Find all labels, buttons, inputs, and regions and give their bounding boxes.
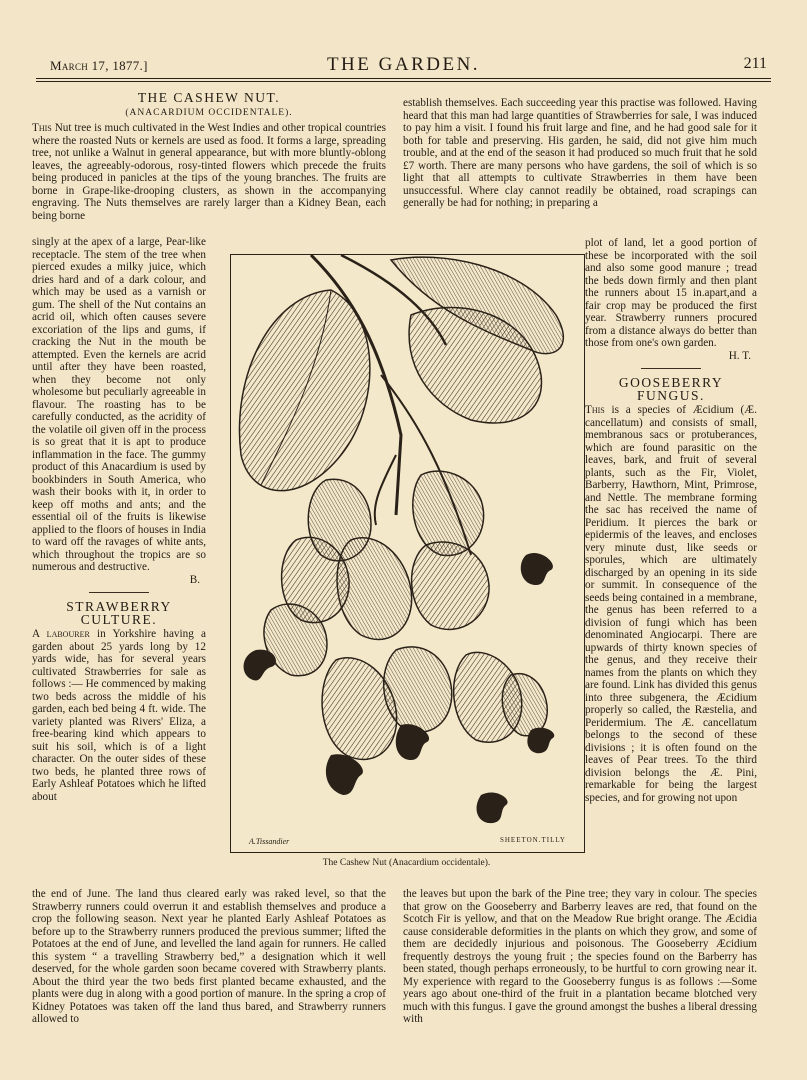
page-number: 211 — [743, 55, 767, 72]
cashew-lead-word: This — [32, 122, 52, 134]
gooseberry-paragraph-1 — [585, 404, 757, 804]
publication-title: THE GARDEN. — [326, 54, 481, 75]
strawberry-cont-wide: establish themselves. Each succeeding year this practise was followed. Having heard that this man had large quantities of Strawberries for sale, I was induced to pay him a visit. I found his fruit large and fine, and he had good sale for it both for table and preserving. His garden, he said, did not give him much trouble, and at the end of the season it had produced so much fruit that he sold £7 worth. There are many persons who have gardens, the soil of which is so light that all attempts to cultivate Strawberries in them have been unsuccessful. Where clay cannot readily be obtained, road scrapings can generally be had for nothing; in preparing a — [403, 97, 757, 209]
strawberry-paragraph-1 — [32, 628, 206, 803]
cashew-fruit-cluster — [244, 471, 555, 823]
strawberry-text-wide: the end of June. The land thus cleared early was raked level, so that the Strawberry runners could overrun it and establish themselves and produce a crop the following season. Next year he planted Early Ashleaf Potatoes as before up to the Strawberry runners produced the previous summer; lifted the Potatoes at the end of June, and levelled the land again for runners. He called this system “ a travelling Strawberry bed,” a designation which it well deserved, for the whole garden soon became covered with Strawberry plants. About the third year the two beds first planted became exhausted, and the plants were dug in along with a good portion of manure. In the spring a crop of Kidney Potatoes was taken off the land thus bared, and Strawberry runners allowed to — [32, 888, 386, 1025]
strawberry-title: STRAWBERRY CULTURE. — [66, 599, 172, 627]
cashew-illustration — [231, 255, 584, 852]
page-header — [36, 54, 771, 78]
cashew-article-narrow — [32, 236, 206, 803]
header-rule — [36, 78, 771, 79]
cashew-paragraph-1 — [32, 122, 386, 222]
strawberry-cont-narrow: plot of land, let a good portion of these be incorporated with the soil and also some good manure ; tread the beds down firmly and then plant the runners about 15 in.apart,and a fair crop may be produced the first year. Strawberry runners procured from a distance always do better than those from one's own garden. — [585, 237, 757, 349]
strawberry-lead-word: A labourer — [32, 628, 90, 640]
strawberry-continued-top — [403, 97, 757, 210]
strawberry-text-narrow: in Yorkshire having a garden about 25 yards long by 12 yards wide, has for several years cultivated Strawberries for sale as follows :— He commenced by making two beds across the middle of his garden, each bed being 4 ft. wide. The variety planted was Rivers' Eliza, a free-bearing kind which appears to suit his soil, which is of a light character. On the outer sides of these two beds, he planted three rows of Early Ashleaf Potatoes which he lifted about — [32, 628, 206, 803]
cashew-signature: B. — [189, 573, 200, 586]
section-divider — [641, 368, 701, 369]
issue-date: March 17, 1877.] — [50, 58, 148, 73]
gooseberry-text-narrow: is a species of Æcidium (Æ. cancellatum) and consists of small, membranous sacs or protuberances, which are found parasitic on the leaves, bark, and fruit of several plants, such as the Fir, Violet, Barberry, Hawthorn, Mint, Primrose, and Nettle. The membrane forming the sac has received the name of Peridium. It pierces the bark or epidermis of the leaves, and encloses very minute dust, like seeds or sporules, which are ultimately discharged by an opening in its side or summit. In consequence of the seeds being contained in a membrane, the genus has been referred to a division of fungi which has been denominated Angiocarpi. There are upwards of thirty known species of the genus, and they receive their names from the plants on which they are found. Link has divided this genus into three subgenera, the Æcidium properly so called, the Ræstelia, and Peridermium. The Æ. cancellatum belongs to the second of these divisions ; it is often found on the leaves of Pear trees. To the third division belongs the Æ. Pini, remarkable for being the largest species, and for growing not upon — [585, 404, 758, 804]
cashew-engraving — [230, 254, 585, 853]
gooseberry-article-wide — [403, 888, 757, 1026]
header-rule-double — [36, 81, 771, 82]
cashew-text-narrow: singly at the apex of a large, Pear-like receptacle. The stem of the tree when pierced exudes a milky juice, which dries hard and of a dark colour, and which may be used as a varnish or gum. The shell of the Nut contains an acrid oil, which often causes severe excoriation of the lips and gums, if cracking the Nut in the mouth be attempted. Even the kernels are acrid until after they have been roasted, when they become not only wholesome but peculiarly agreeable in flavour. The roasting has to be carefully conducted, as the acridity of the volatile oil given off in the process is so great that it is apt to produce inflammation in the face. The gummy product of this Anacardium is used by bookbinders in South America, who wash their books with it, in order to keep off moths and ants; and the essential oil of the fruits is likewise applied to the floors of houses in India to ward off the ravages of white ants, which throughout the tropics are so numerous and destructive. — [32, 236, 206, 573]
gooseberry-lead-word: This — [585, 404, 605, 416]
cashew-article-top — [32, 92, 386, 222]
artist-signature-right: SHEETON.TILLY — [499, 836, 566, 844]
strawberry-article-wide — [32, 888, 386, 1026]
section-divider — [89, 592, 149, 593]
gooseberry-text-wide: the leaves but upon the bark of the Pine tree; they vary in colour. The species that grow on the Gooseberry and Barberry leaves are red, that found on the Scotch Fir is yellow, and that on the Meadow Rue bright orange. The Æcidia cause considerable deformities in the plants on which they grow, and some of them are decidedly injurious and poisonous. The Gooseberry Æcidium frequently destroys the young fruit ; the species found on the Barberry has been stated, though perhaps erroneously, to be hurtful to corn growing near it. My experience with regard to the Gooseberry fungus is as follows :—Some years ago about one-third of the fruit in a plantation became blotched very much with this fungus. I gave the ground amongst the bushes a liberal dressing with — [403, 888, 757, 1025]
cashew-title: THE CASHEW NUT. — [137, 90, 281, 105]
strawberry-signature: H. T. — [728, 349, 751, 362]
artist-signature-left: A.Tissandier — [249, 837, 290, 846]
right-narrow-column — [585, 237, 757, 804]
figure-caption: The Cashew Nut (Anacardium occidentale). — [322, 858, 491, 868]
cashew-subtitle: (ANACARDIUM OCCIDENTALE). — [125, 107, 293, 118]
cashew-text-top: Nut tree is much cultivated in the West Indies and other tropical countries where the roasted Nuts or kernels are used as food. It forms a large, spreading tree, not unlike a Walnut in general appearance, but with more bluntly-oblong leaves, the agreeably-odorous, rosy-tinted flowers which precede the fruits being produced in panicles at the tips of the young branches. The fruits are borne in Grape-like-drooping clusters, as shown in the accompanying engraving. The Nuts themselves are rarely larger than a Kidney Bean, each being borne — [32, 122, 386, 222]
gooseberry-title: GOOSEBERRY FUNGUS. — [618, 375, 724, 403]
